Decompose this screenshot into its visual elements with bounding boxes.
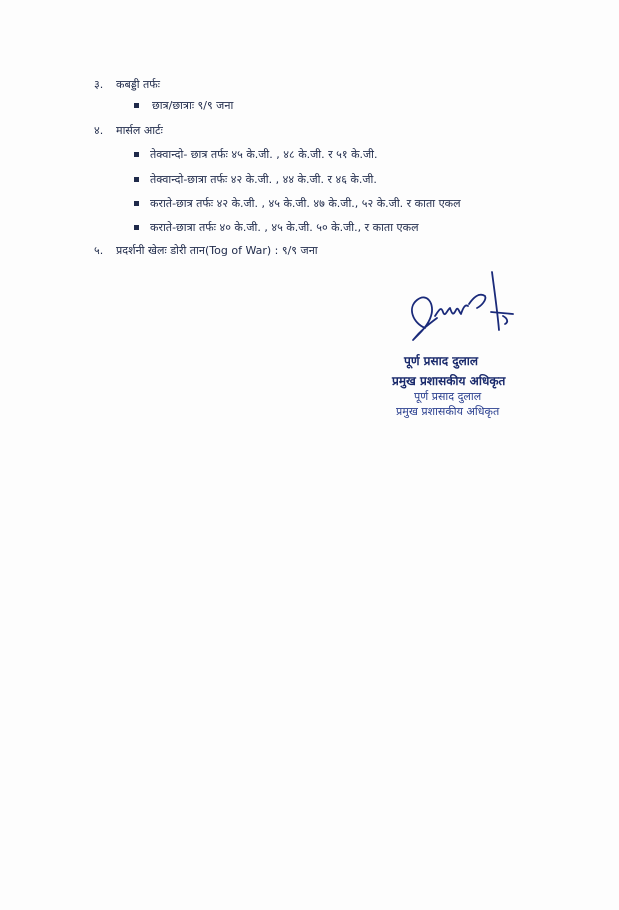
section-heading-exhibition — [94, 244, 318, 258]
bullet-icon — [134, 103, 139, 108]
section-number: ५. — [94, 244, 104, 257]
signature-icon — [395, 268, 535, 363]
signatory-name: पूर्ण प्रसाद दुलाल — [404, 354, 479, 368]
section-number: ३. — [94, 78, 104, 91]
list-item: तेक्वान्दो- छात्र तर्फः ४५ के.जी. , ४८ के.जी. र ५१ के.जी. — [150, 148, 378, 161]
section-title: प्रदर्शनी खेलः डोरी तान(Tog of War) : ९/९ जना — [116, 244, 318, 257]
list-item: तेक्वान्दो-छात्रा तर्फः ४२ के.जी. , ४४ के.जी. र ४६ के.जी. — [150, 173, 377, 186]
section-title: कबड्डी तर्फः — [116, 78, 161, 91]
bullet-icon — [134, 177, 139, 182]
section-heading-martial-arts — [94, 124, 163, 138]
list-item: कराते-छात्र तर्फः ४२ के.जी. , ४५ के.जी. ४७ के.जी., ५२ के.जी. र काता एकल — [150, 197, 461, 210]
bullet-icon — [134, 152, 139, 157]
bullet-icon — [134, 225, 139, 230]
list-item: कराते-छात्रा तर्फः ४० के.जी. , ४५ के.जी. ५० के.जी., र काता एकल — [150, 221, 419, 234]
section-title: मार्सल आर्टः — [116, 124, 163, 137]
section-number: ४. — [94, 124, 104, 137]
signatory-title: प्रमुख प्रशासकीय अधिकृत — [392, 374, 506, 388]
section-heading-kabaddi — [94, 78, 160, 92]
stamp-name: पूर्ण प्रसाद दुलाल — [414, 390, 482, 403]
bullet-icon — [134, 201, 139, 206]
stamp-title: प्रमुख प्रशासकीय अधिकृत — [396, 405, 500, 418]
list-item: छात्र/छात्राः ९/९ जना — [152, 99, 234, 112]
